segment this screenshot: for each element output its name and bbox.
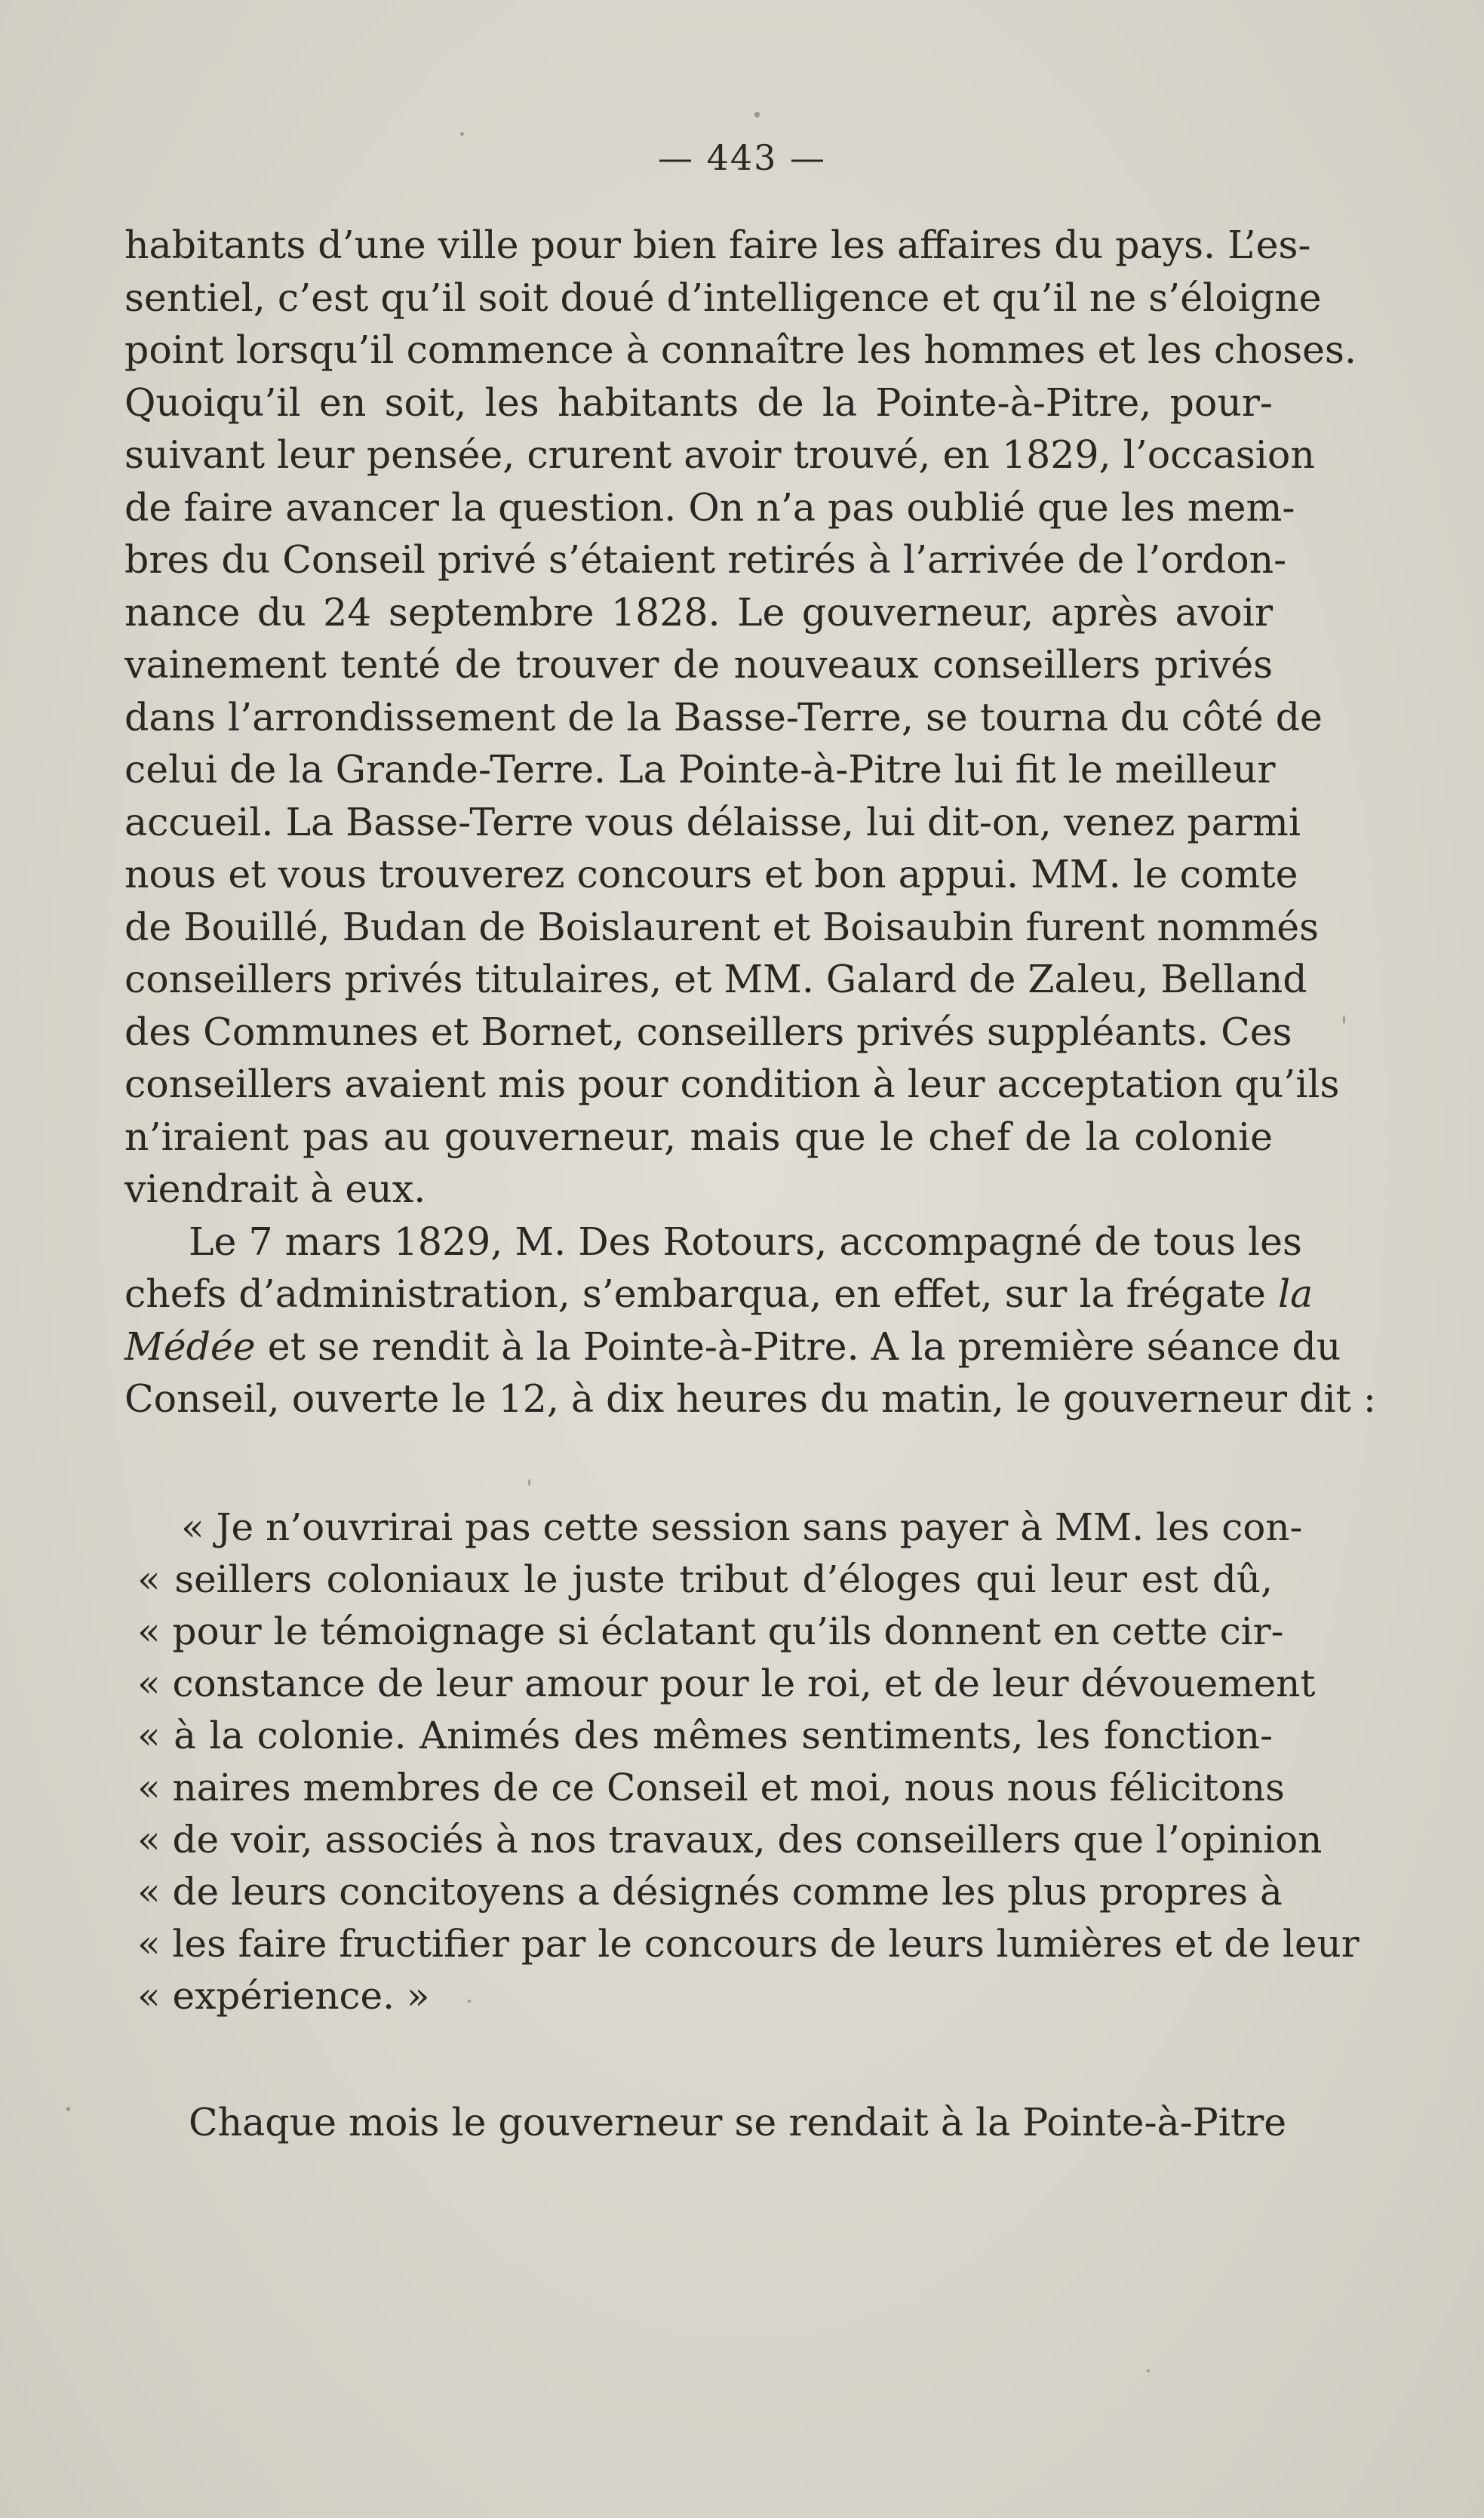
quote-line: « Je n’ouvrirai pas cette session sans payer à MM. les con-	[181, 1505, 1303, 1549]
text-line: conseillers privés titulaires, et MM. Galard de Zaleu, Belland	[124, 957, 1307, 1001]
closing-paragraph	[124, 2096, 1287, 2149]
quote-line: « constance de leur amour pour le roi, et de leur dévouement	[137, 1662, 1316, 1705]
quote-line: « de voir, associés à nos travaux, des conseillers que l’opinion	[137, 1818, 1323, 1862]
paper-speck	[460, 132, 464, 136]
text-line: sentiel, c’est qu’il soit doué d’intelligence et qu’il ne s’éloigne	[124, 275, 1322, 320]
text-line: Le 7 mars 1829, M. Des Rotours, accompagné de tous les	[189, 1219, 1302, 1264]
paper-speck	[66, 2107, 70, 2111]
paper-speck	[528, 1479, 530, 1486]
text-line: conseillers avaient mis pour condition à leur acceptation qu’ils	[124, 1062, 1340, 1106]
text-line: de faire avancer la question. On n’a pas oublié que les mem-	[124, 484, 1295, 530]
quote-line: « à la colonie. Animés des mêmes sentiments, les fonction-	[137, 1714, 1273, 1757]
quote-line: « expérience. »	[137, 1974, 430, 2018]
quote-line: « les faire fructifier par le concours de leurs lumières et de leur	[137, 1922, 1360, 1966]
ship-name-italic: Médée	[124, 1324, 256, 1369]
ship-name-italic: la	[1278, 1271, 1313, 1316]
text-line: point lorsqu’il commence à connaître les hommes et les choses.	[124, 327, 1357, 372]
text-line: nance du 24 septembre 1828. Le gouverneur, après avoir	[124, 589, 1273, 635]
text-line: habitants d’une ville pour bien faire les affaires du pays. L’es-	[124, 223, 1311, 267]
text-line: accueil. La Basse-Terre vous délaisse, lui dit-on, venez parmi	[124, 799, 1301, 844]
text-line: de Bouillé, Budan de Boislaurent et Boisaubin furent nommés	[124, 904, 1320, 949]
quote-line: « de leurs concitoyens a désignés comme les plus propres à	[137, 1870, 1283, 1914]
quote-line: « naires membres de ce Conseil et moi, nous nous félicitons	[137, 1766, 1285, 1809]
text-line: nous et vous trouverez concours et bon appui. MM. le comte	[124, 852, 1298, 896]
text-line: Chaque mois le gouverneur se rendait à la Pointe-à-Pitre	[189, 2100, 1287, 2144]
text-line: celui de la Grande-Terre. La Pointe-à-Pitre lui fit le meilleur	[124, 747, 1276, 792]
body-text	[124, 219, 1376, 1425]
text-line: Quoiqu’il en soit, les habitants de la Pointe-à-Pitre, pour-	[124, 380, 1273, 425]
text-line: n’iraient pas au gouverneur, mais que le chef de la colonie	[124, 1114, 1273, 1159]
paper-speck	[754, 112, 760, 118]
text-line: des Communes et Bornet, conseillers privés suppléants. Ces	[124, 1009, 1292, 1054]
text-line: Conseil, ouverte le 12, à dix heures du matin, le gouverneur dit :	[124, 1376, 1376, 1421]
paper-speck	[1147, 2369, 1150, 2372]
text-line: suivant leur pensée, crurent avoir trouvé, en 1829, l’occasion	[124, 432, 1315, 477]
text-line: viendrait à eux.	[124, 1167, 426, 1211]
text-line: Médée et se rendit à la Pointe-à-Pitre. A la première séance du	[124, 1324, 1341, 1369]
quote-line: « pour le témoignage si éclatant qu’ils donnent en cette cir-	[137, 1609, 1284, 1653]
text-line: chefs d’administration, s’embarqua, en effet, sur la frégate la	[124, 1271, 1313, 1316]
page-number: — 443 —	[657, 137, 827, 178]
quoted-speech	[137, 1502, 1360, 2022]
paper-speck	[468, 2000, 471, 2003]
text-line: vainement tenté de trouver de nouveaux conseillers privés	[124, 642, 1273, 687]
quote-line: « seillers coloniaux le juste tribut d’éloges qui leur est dû,	[137, 1557, 1273, 1601]
text-line: bres du Conseil privé s’étaient retirés à l’arrivée de l’ordon-	[124, 537, 1287, 582]
paper-speck	[1343, 1015, 1345, 1024]
text-line: dans l’arrondissement de la Basse-Terre, se tourna du côté de	[124, 694, 1323, 739]
